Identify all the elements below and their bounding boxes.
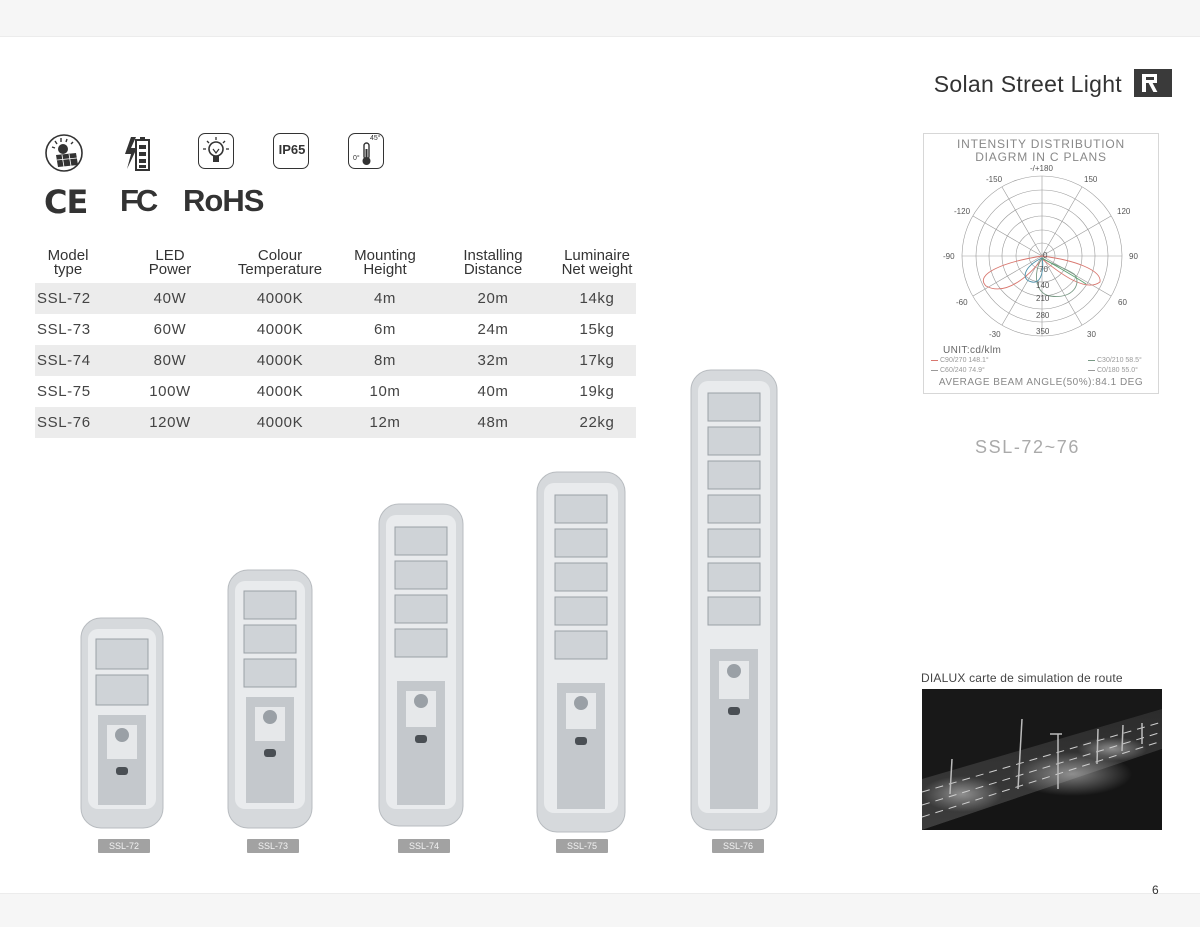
table-row: SSL-73 60W 4000K 6m 24m 15kg bbox=[37, 321, 615, 338]
battery-charge-icon bbox=[122, 133, 162, 178]
polar-title-line2: DIAGRM IN C PLANS bbox=[975, 150, 1107, 164]
model-range-label: SSL-72~76 bbox=[975, 437, 1080, 457]
table-row: SSL-76 120W 4000K 12m 48m 22kg bbox=[35, 407, 636, 438]
fc-mark: FC bbox=[120, 183, 156, 218]
street-light-ssl-72 bbox=[80, 617, 164, 834]
tilt-angle-left-label: 0° bbox=[353, 155, 360, 162]
bulb-icon bbox=[198, 133, 234, 169]
spec-table bbox=[35, 249, 636, 438]
spec-table-header bbox=[35, 249, 636, 283]
header-net-weight: Luminaire Net weight bbox=[561, 247, 633, 278]
page-title: Solan Street Light bbox=[933, 71, 1122, 97]
street-light-ssl-73 bbox=[227, 569, 313, 834]
page-number: 6 bbox=[1152, 883, 1159, 897]
street-light-ssl-74 bbox=[378, 503, 464, 832]
unit-label: UNIT:cd/klm bbox=[943, 345, 1002, 356]
street-light-ssl-75 bbox=[536, 471, 626, 838]
legend-c90: C90/270 148.1° bbox=[931, 357, 989, 364]
table-row: SSL-72 40W 4000K 4m 20m 14kg bbox=[35, 283, 636, 314]
light-label-ssl-76: SSL-76 bbox=[712, 839, 764, 853]
solar-sun-icon bbox=[44, 133, 84, 178]
brand-logo-icon bbox=[1134, 69, 1172, 97]
street-light-ssl-76 bbox=[690, 369, 778, 836]
intensity-distribution-diagram: INTENSITY DISTRIBUTION DIAGRM IN C PLANS -/+180 -150 150 -120 120 -90 90 -60 60 -30 30 0 70 140 210 280 350 UNIT:cd/klm C90/270 148.1° C30/210 58.5° C60/240 74.9° C0/180 55.0° AVERAGE BEAM ANGLE(50%):84.1 DEG bbox=[923, 133, 1159, 394]
polar-title-line1: INTENSITY DISTRIBUTION bbox=[956, 137, 1126, 151]
road-simulation-image bbox=[922, 689, 1162, 830]
beam-angle-label: AVERAGE BEAM ANGLE(50%):84.1 DEG bbox=[938, 377, 1144, 388]
table-row: SSL-74 80W 4000K 8m 32m 17kg bbox=[35, 345, 636, 376]
legend-c0: C0/180 55.0° bbox=[1088, 367, 1138, 374]
header-power: LED Power bbox=[148, 247, 192, 278]
table-row: SSL-75 100W 4000K 10m 40m 19kg bbox=[37, 383, 615, 400]
tilt-thermometer-icon bbox=[348, 133, 384, 169]
legend-c60: C60/240 74.9° bbox=[931, 367, 985, 374]
ip-rating-icon bbox=[273, 133, 309, 169]
legend-c30: C30/210 58.5° bbox=[1088, 357, 1142, 364]
light-label-ssl-74: SSL-74 bbox=[398, 839, 450, 853]
ce-mark: CE bbox=[44, 183, 88, 221]
ip-rating-label: IP65 bbox=[278, 142, 306, 157]
header-colour-temp: Colour Temperature bbox=[237, 247, 323, 278]
header-model: Model type bbox=[47, 247, 89, 278]
rohs-mark: RoHS bbox=[183, 183, 264, 218]
tilt-angle-top-label: 45° bbox=[370, 135, 381, 142]
light-label-ssl-73: SSL-73 bbox=[247, 839, 299, 853]
light-label-ssl-75: SSL-75 bbox=[556, 839, 608, 853]
header-installing-distance: Installing Distance bbox=[463, 247, 523, 278]
catalog-page bbox=[0, 36, 1200, 897]
header-mounting-height: Mounting Height bbox=[354, 247, 416, 278]
dialux-caption: DIALUX carte de simulation de route bbox=[921, 671, 1123, 685]
light-label-ssl-72: SSL-72 bbox=[98, 839, 150, 853]
